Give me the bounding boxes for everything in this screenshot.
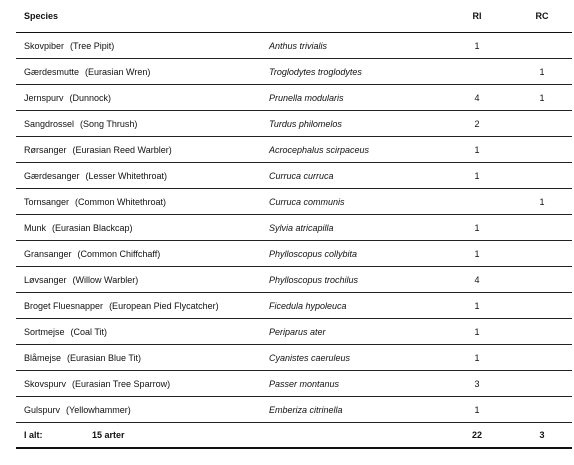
species-name — [24, 267, 138, 292]
latin-name: Passer montanus — [269, 378, 340, 389]
ri-value: 3 — [474, 378, 480, 389]
header-rc: RC — [535, 11, 549, 21]
danish-name: Jernspurv — [24, 92, 64, 103]
ri-value: 2 — [474, 118, 480, 129]
species-name — [24, 59, 150, 84]
danish-name: Sortmejse — [24, 326, 65, 337]
ri-value: 1 — [474, 352, 480, 363]
ri-value: 1 — [474, 248, 480, 259]
table-total-row — [16, 423, 572, 449]
total-label: I alt: — [24, 430, 43, 440]
danish-name: Gulspurv — [24, 404, 61, 415]
latin-name: Curruca curruca — [269, 170, 334, 181]
species-name — [24, 137, 172, 162]
rc-value — [535, 371, 549, 396]
danish-name: Broget Fluesnapper — [24, 300, 104, 311]
table-row — [16, 33, 572, 59]
header-ri: RI — [472, 11, 482, 21]
total-species-count: 15 arter — [92, 430, 125, 440]
latin-name: Curruca communis — [269, 196, 345, 207]
latin-name: Periparus ater — [269, 326, 326, 337]
rc-value — [535, 241, 549, 266]
english-name: (Song Thrush) — [80, 118, 138, 129]
species-name — [24, 345, 141, 370]
species-name — [24, 215, 133, 240]
english-name: (Willow Warbler) — [72, 274, 139, 285]
table-body — [16, 33, 572, 423]
english-name: (Eurasian Reed Warbler) — [72, 144, 172, 155]
ri-value: 1 — [474, 404, 480, 415]
english-name: (Eurasian Tree Sparrow) — [72, 378, 171, 389]
english-name: (Coal Tit) — [70, 326, 108, 337]
table-row — [16, 293, 572, 319]
rc-value — [535, 267, 549, 292]
table-row — [16, 397, 572, 423]
danish-name: Tornsanger — [24, 196, 70, 207]
species-name — [24, 163, 167, 188]
latin-name: Anthus trivialis — [269, 40, 328, 51]
english-name: (Dunnock) — [69, 92, 112, 103]
rc-value: 1 — [539, 66, 545, 77]
table-row — [16, 267, 572, 293]
species-name — [24, 33, 114, 58]
rc-value — [535, 397, 549, 422]
latin-name: Turdus philomelos — [269, 118, 342, 129]
species-name — [24, 189, 166, 214]
total-rc: 3 — [539, 430, 545, 440]
rc-value — [535, 293, 549, 318]
table-row — [16, 85, 572, 111]
english-name: (Eurasian Blue Tit) — [67, 352, 142, 363]
species-name — [24, 241, 160, 266]
rc-value — [535, 319, 549, 344]
danish-name: Gærdesmutte — [24, 66, 80, 77]
danish-name: Rørsanger — [24, 144, 67, 155]
danish-name: Gransanger — [24, 248, 72, 259]
english-name: (European Pied Flycatcher) — [109, 300, 219, 311]
rc-value — [535, 345, 549, 370]
rc-value — [535, 163, 549, 188]
rc-value — [535, 137, 549, 162]
table-row — [16, 345, 572, 371]
english-name: (Common Whitethroat) — [75, 196, 167, 207]
danish-name: Blåmejse — [24, 352, 62, 363]
ri-value: 1 — [474, 326, 480, 337]
danish-name: Løvsanger — [24, 274, 67, 285]
english-name: (Yellowhammer) — [66, 404, 131, 415]
latin-name: Acrocephalus scirpaceus — [269, 144, 370, 155]
total-ri: 22 — [471, 430, 482, 440]
table-row — [16, 189, 572, 215]
danish-name: Skovpiber — [24, 40, 65, 51]
rc-value — [535, 33, 549, 58]
danish-name: Skovspurv — [24, 378, 67, 389]
table-header — [16, 0, 572, 33]
table-row — [16, 163, 572, 189]
latin-name: Prunella modularis — [269, 92, 344, 103]
latin-name: Sylvia atricapilla — [269, 222, 334, 233]
english-name: (Eurasian Wren) — [85, 66, 151, 77]
table-row — [16, 319, 572, 345]
latin-name: Emberiza citrinella — [269, 404, 343, 415]
ri-value: 1 — [474, 144, 480, 155]
ri-value: 4 — [474, 92, 480, 103]
rc-value — [535, 215, 549, 240]
table-row — [16, 137, 572, 163]
rc-value: 1 — [539, 196, 545, 207]
english-name: (Lesser Whitethroat) — [85, 170, 168, 181]
species-name — [24, 293, 219, 318]
species-name — [24, 397, 131, 422]
danish-name: Gærdesanger — [24, 170, 80, 181]
ri-value: 4 — [474, 274, 480, 285]
ri-value: 1 — [474, 40, 480, 51]
latin-name: Troglodytes troglodytes — [269, 66, 362, 77]
danish-name: Munk — [24, 222, 47, 233]
table-row — [16, 241, 572, 267]
english-name: (Common Chiffchaff) — [77, 248, 161, 259]
latin-name: Phylloscopus trochilus — [269, 274, 359, 285]
species-name — [24, 319, 107, 344]
ri-value — [470, 59, 484, 84]
latin-name: Ficedula hypoleuca — [269, 300, 347, 311]
ri-value — [470, 189, 484, 214]
species-table — [16, 0, 572, 449]
english-name: (Eurasian Blackcap) — [52, 222, 133, 233]
table-row — [16, 215, 572, 241]
ri-value: 1 — [474, 300, 480, 311]
danish-name: Sangdrossel — [24, 118, 75, 129]
table-row — [16, 111, 572, 137]
header-species: Species — [24, 11, 59, 21]
rc-value: 1 — [539, 92, 545, 103]
rc-value — [535, 111, 549, 136]
ri-value: 1 — [474, 170, 480, 181]
english-name: (Tree Pipit) — [70, 40, 115, 51]
ri-value: 1 — [474, 222, 480, 233]
species-name — [24, 371, 170, 396]
table-row — [16, 371, 572, 397]
species-name — [24, 85, 111, 110]
table-row — [16, 59, 572, 85]
latin-name: Phylloscopus collybita — [269, 248, 358, 259]
latin-name: Cyanistes caeruleus — [269, 352, 351, 363]
species-name — [24, 111, 137, 136]
